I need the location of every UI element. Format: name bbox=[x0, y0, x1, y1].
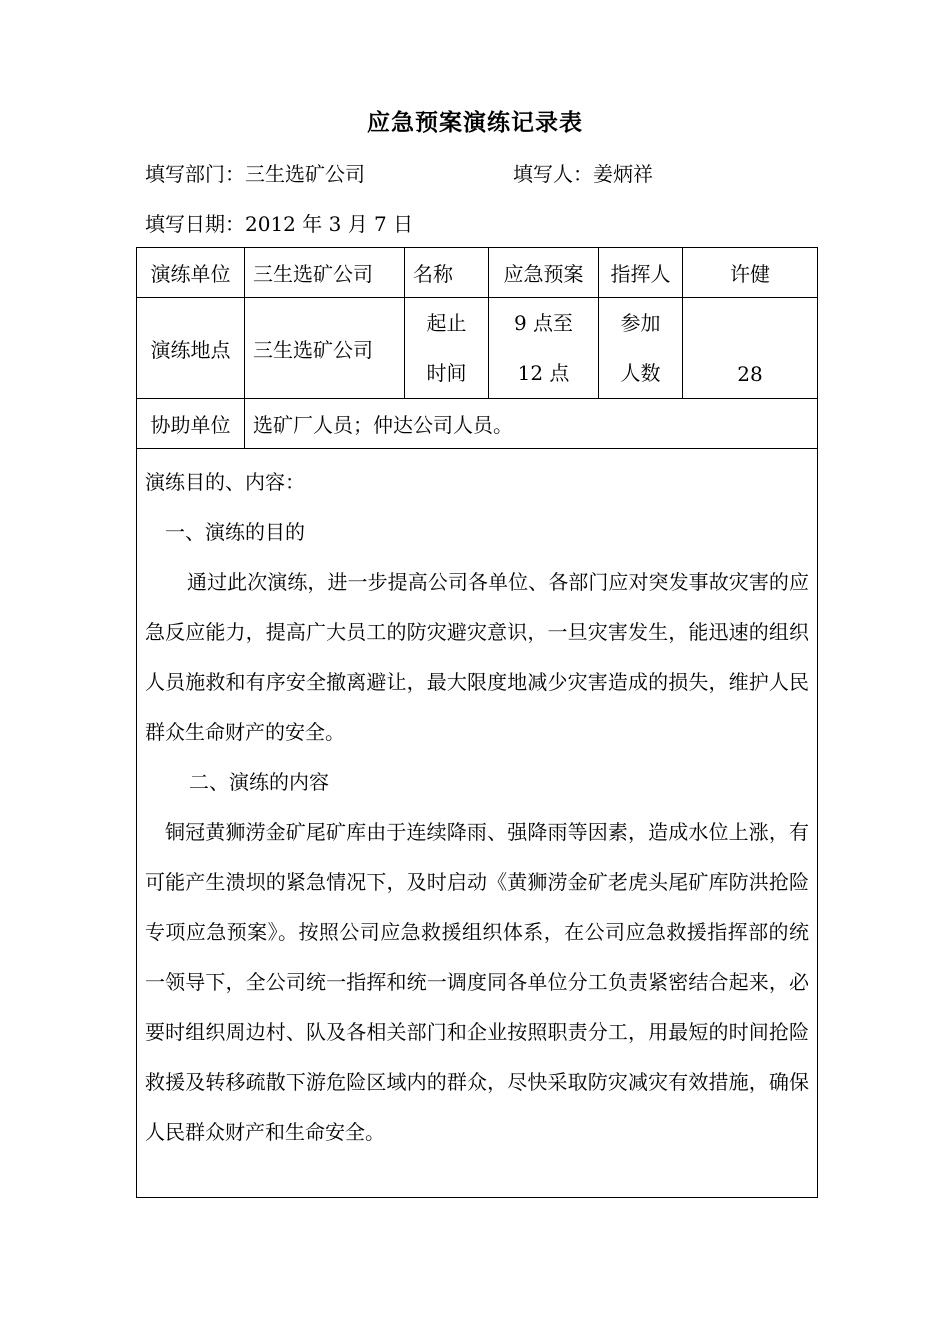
commander-label-cell: 指挥人 bbox=[599, 248, 683, 298]
location-value-cell: 三生选矿公司 bbox=[245, 298, 405, 399]
date-label: 填写日期：2012 年 3 月 7 日 bbox=[145, 212, 414, 236]
name-label-cell: 名称 bbox=[405, 248, 489, 298]
count-label-line2: 人数 bbox=[620, 361, 661, 385]
count-value-cell: 28 bbox=[683, 298, 818, 399]
content-heading: 演练目的、内容： bbox=[145, 470, 305, 494]
table-row bbox=[137, 399, 818, 449]
location-label-cell: 演练地点 bbox=[137, 298, 245, 399]
drill-record-table bbox=[136, 247, 818, 1198]
writer-label: 填写人：姜炳祥 bbox=[513, 162, 653, 186]
table-row bbox=[137, 298, 818, 399]
dept-label: 填写部门：三生选矿公司 bbox=[145, 162, 365, 186]
content-cell bbox=[137, 449, 818, 1198]
section1-text: 通过此次演练，进一步提高公司各单位、各部门应对突发事故灾害的应急反应能力，提高广大员工的防灾避灾意识，一旦灾害发生，能迅速的组织人员施救和有序安全撤离避让，最大限度地减少灾害造成的损失，维护人民群众生命财产的安全。 bbox=[145, 570, 809, 744]
section1-title: 一、演练的目的 bbox=[165, 520, 305, 544]
unit-label-cell: 演练单位 bbox=[137, 248, 245, 298]
time-label-line2: 时间 bbox=[426, 361, 467, 385]
section2-text: 铜冠黄狮涝金矿尾矿库由于连续降雨、强降雨等因素，造成水位上涨，有可能产生溃坝的紧急情况下，及时启动《黄狮涝金矿老虎头尾矿库防洪抢险专项应急预案》。按照公司应急救援组织体系，在公司应急救援指挥部的统一领导下，全公司统一指挥和统一调度同各单位分工负责紧密结合起来，必要时组织周边村、队及各相关部门和企业按照职责分工，用最短的时间抢险救援及转移疏散下游危险区域内的群众，尽快采取防灾减灾有效措施，确保人民群众财产和生命安全。 bbox=[145, 820, 809, 1144]
assist-value-cell: 选矿厂人员；仲达公司人员。 bbox=[245, 399, 818, 449]
page-title: 应急预案演练记录表 bbox=[367, 109, 583, 136]
time-label-cell bbox=[405, 298, 489, 399]
time-value-line1: 9 点至 bbox=[513, 311, 574, 335]
name-value-cell: 应急预案 bbox=[489, 248, 599, 298]
count-label-cell bbox=[599, 298, 683, 399]
assist-label-cell: 协助单位 bbox=[137, 399, 245, 449]
time-value-line2: 12 点 bbox=[517, 361, 570, 385]
table-row bbox=[137, 449, 818, 1198]
unit-value-cell: 三生选矿公司 bbox=[245, 248, 405, 298]
commander-value-cell: 许健 bbox=[683, 248, 818, 298]
count-label-line1: 参加 bbox=[620, 311, 661, 335]
table-row bbox=[137, 248, 818, 298]
section2-title: 二、演练的内容 bbox=[189, 770, 329, 794]
time-label-line1: 起止 bbox=[426, 311, 467, 335]
time-value-cell bbox=[489, 298, 599, 399]
